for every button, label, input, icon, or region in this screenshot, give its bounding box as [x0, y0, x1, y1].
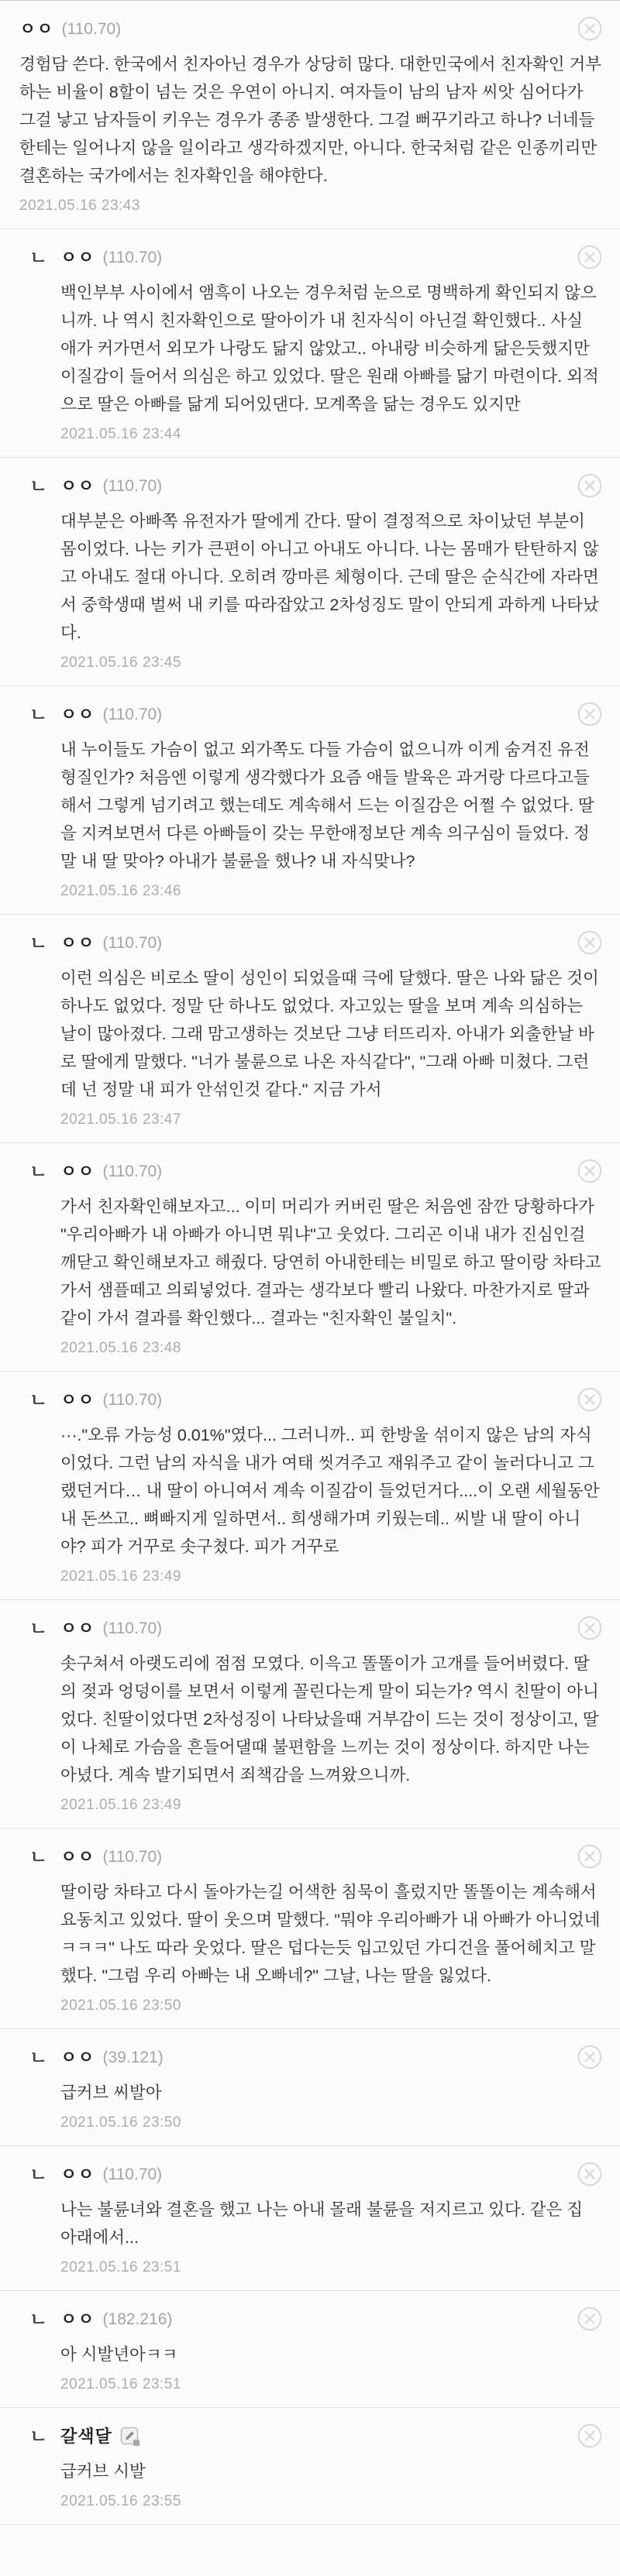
delete-comment-button[interactable] [577, 473, 602, 498]
comment-list [0, 1, 620, 2525]
reply-comment [0, 1829, 620, 2029]
comment-content [60, 1389, 602, 1585]
reply-marker-icon: ㄴ [29, 1162, 48, 1183]
reply-marker-icon: ㄴ [29, 1390, 48, 1411]
comment-header [60, 2425, 602, 2448]
reply-indent [19, 2163, 60, 2276]
delete-comment-button[interactable] [577, 2423, 602, 2448]
close-icon [577, 2060, 602, 2072]
comment-author-ip: (110.70) [61, 20, 122, 38]
comment-body: 급커브 시발 [60, 2462, 146, 2481]
comment-timestamp: 2021.05.16 23:49 [60, 1797, 181, 1813]
comment-author-ip: (110.70) [102, 1163, 163, 1180]
comment-body: ···."오류 가능성 0.01%"였다... 그러니까.. 피 한방울 섞이지 않은 남의 자식이었다. 그런 남의 자식을 내가 여태 씻겨주고 재워주고 같이 놀러다니고 그랬던거다… 내 딸이 아니여서 계속 이질감이 들었던거다....이 오랜 세월동안 내 돈쓰고.. 뼈빠지게 일하면서.. 희생해가며 키웠는데.. 씨발 내 딸이 아니야? 피가 거꾸로 솟구쳤다. 피가 거꾸로 [60, 1426, 604, 1556]
reply-indent [19, 2425, 60, 2510]
comment-content [60, 1846, 602, 2014]
comment-author: ㅇㅇ [60, 2048, 95, 2067]
comment-author-ip: (110.70) [102, 934, 163, 952]
comment-timestamp: 2021.05.16 23:51 [60, 2376, 181, 2392]
close-icon [577, 2439, 602, 2451]
comment-author: ㅇㅇ [60, 1390, 95, 1410]
comment-content [60, 932, 602, 1128]
reply-indent [19, 1160, 60, 1357]
reply-comment [0, 1143, 620, 1372]
comment-author: ㅇㅇ [60, 248, 95, 267]
reply-marker-icon: ㄴ [29, 248, 48, 269]
reply-comment [0, 915, 620, 1143]
reply-indent [19, 932, 60, 1128]
comment-timestamp: 2021.05.16 23:51 [60, 2259, 181, 2275]
comment-author-ip: (110.70) [102, 706, 163, 723]
comment-author: ㅇㅇ [60, 1162, 95, 1181]
reply-indent [19, 246, 60, 443]
close-icon [577, 2322, 602, 2334]
close-icon [577, 32, 602, 43]
reply-comment [0, 2146, 620, 2291]
comment-author: ㅇㅇ [60, 1619, 95, 1638]
comment-timestamp: 2021.05.16 23:45 [60, 654, 181, 671]
reply-marker-icon: ㄴ [29, 476, 48, 497]
comment-body: 대부분은 아빠쪽 유전자가 딸에게 간다. 딸이 결정적으로 차이났던 부분이 몸이었다. 나는 키가 큰편이 아니고 아내도 아니다. 나는 몸매가 탄탄하지 않고 아내도 절대 아니다. 오히려 깡마른 체형이다. 근데 딸은 순식간에 자라면서 중학생때 벌써 내 키를 따라잡았고 2차성징도 말이 안되게 과하게 나타났다. [60, 512, 599, 642]
comment-timestamp: 2021.05.16 23:46 [60, 883, 181, 899]
reply-indent [19, 1617, 60, 1814]
comment-header [60, 2163, 602, 2186]
comment-header [60, 475, 602, 498]
reply-comment [0, 2408, 620, 2525]
comment-body: 백인부부 사이에서 앰흑이 나오는 경우처럼 눈으로 명백하게 확인되지 않으니까. 나 역시 친자확인으로 딸아이가 내 친자식이 아닌걸 확인했다.. 사실 애가 커가면서 외모가 나랑도 닮지 않았고.. 아내랑 비슷하게 닮은듯했지만 이질감이 들어서 의심은 하고 있었다. 딸은 원래 아빠를 닮기 마련이다. 외적으로 딸은 아빠를 닮게 되어있댄다. 모계쪽을 닮는 경우도 있지만 [60, 283, 599, 414]
comment-timestamp: 2021.05.16 23:47 [60, 1111, 181, 1128]
close-icon [577, 717, 602, 729]
delete-comment-button[interactable] [577, 2045, 602, 2069]
comment-body: 가서 친자확인해보자고... 이미 머리가 커버린 딸은 처음엔 잠깐 당황하다가 "우리아빠가 내 아빠가 아니면 뭐냐"고 웃었다. 그리곤 이내 내가 진심인걸 깨닫고 확인해보자고 해줬다. 당연히 아내한테는 비밀로 하고 딸이랑 차타고 가서 샘플떼고 의뢰넣었다. 결과는 생각보다 빨리 나왔다. 마찬가지로 딸과 같이 가서 결과를 확인했다... 결과는 "친자확인 불일치". [60, 1197, 606, 1327]
comment-content [60, 2163, 602, 2276]
comment-timestamp: 2021.05.16 23:50 [60, 1997, 181, 2014]
comment-header [60, 2046, 602, 2069]
comment-content [60, 1160, 606, 1357]
comment-header [60, 703, 602, 726]
reply-marker-icon: ㄴ [29, 933, 48, 954]
close-icon [577, 2177, 602, 2189]
close-icon [577, 260, 602, 272]
comment-author-ip: (182.216) [102, 2310, 173, 2328]
close-icon [577, 1631, 602, 1643]
comment-content [60, 2425, 602, 2510]
reply-marker-icon: ㄴ [29, 2165, 48, 2186]
reply-marker-icon: ㄴ [29, 2048, 48, 2069]
comment-body: 아 시발년아ㅋㅋ [60, 2345, 178, 2364]
comment-body: 이런 의심은 비로소 딸이 성인이 되었을때 극에 달했다. 딸은 나와 닮은 것이 하나도 없었다. 정말 단 하나도 없었다. 자고있는 딸을 보며 계속 의심하는 날이 많아졌다. 그래 맘고생하는 것보단 그냥 터뜨리자. 아내가 외출한날 바로 딸에게 말했다. "너가 불륜으로 나온 자식같다", "그래 아빠 미쳤다. 그런데 넌 정말 내 피가 안섞인것 같다." 지금 가서 [60, 969, 604, 1099]
reply-indent [19, 1389, 60, 1585]
comment-author-ip: (110.70) [102, 1391, 163, 1409]
delete-comment-button[interactable] [577, 1616, 602, 1640]
comment-header [60, 246, 602, 270]
comment-content [60, 2046, 602, 2131]
reply-comment [0, 458, 620, 686]
comment-timestamp: 2021.05.16 23:43 [19, 197, 140, 214]
close-icon [577, 946, 602, 957]
reply-marker-icon: ㄴ [29, 705, 48, 726]
comment-author-ip: (110.70) [102, 2166, 163, 2183]
comment-header [60, 1389, 602, 1412]
delete-comment-button[interactable] [577, 930, 602, 955]
reply-comment [0, 1372, 620, 1600]
comment-body: 경험담 쓴다. 한국에서 친자아닌 경우가 상당히 많다. 대한민국에서 친자확인 거부하는 비율이 8할이 넘는 것은 우연이 아니지. 여자들이 남의 남자 씨앗 심어다가 그걸 낳고 남자들이 키우는 경우가 종종 발생한다. 그걸 뻐꾸기라고 하나? 너네들한테는 일어나지 않을 일이라고 생각하겠지만, 아니다. 한국처럼 같은 인종끼리만 결혼하는 국가에서는 친자확인을 해야한다. [19, 55, 602, 185]
delete-comment-button[interactable] [577, 245, 602, 270]
comment-author-ip: (39.121) [102, 2049, 164, 2066]
reply-comment [0, 686, 620, 915]
comment-author-ip: (110.70) [102, 1848, 163, 1866]
reply-indent [19, 2308, 60, 2393]
comment-body: 딸이랑 차타고 다시 돌아가는길 어색한 침묵이 흘렀지만 똘똘이는 계속해서 요동치고 있었다. 딸이 웃으며 말했다. "뭐야 우리아빠가 내 아빠가 아니었네ㅋㅋㅋ" 나도 따라 웃었다. 딸은 덥다는듯 입고있던 가디건을 풀어헤치고 말했다. "그럼 우리 아빠는 내 오빠네?" 그날, 나는 딸을 잃었다. [60, 1883, 601, 1985]
reply-comment [0, 2291, 620, 2408]
delete-comment-button[interactable] [577, 1387, 602, 1412]
comment-content [19, 18, 602, 215]
comment-body: 내 누이들도 가슴이 없고 외가쪽도 다들 가슴이 없으니까 이게 숨겨진 유전형질인가? 처음엔 이렇게 생각했다가 요즘 애들 발육은 과거랑 다르다고들 해서 그렇게 넘기려고 했는데도 계속해서 드는 이질감은 어쩔 수 없었다. 딸을 지켜보면서 다른 아빠들이 갖는 무한애정보단 계속 의구심이 들었다. 정말 내 딸 맞아? 아내가 불륜을 했나? 내 자식맞나? [60, 740, 594, 871]
delete-comment-button[interactable] [577, 1159, 602, 1183]
comment-content [60, 1617, 602, 1814]
comment-author: ㅇㅇ [60, 2165, 95, 2184]
comment-author-ip: (110.70) [102, 1619, 163, 1637]
reply-marker-icon: ㄴ [29, 2310, 48, 2330]
reply-marker-icon: ㄴ [29, 1619, 48, 1640]
delete-comment-button[interactable] [577, 702, 602, 726]
comment-author: ㅇㅇ [60, 1847, 95, 1867]
comment-header [60, 1160, 602, 1183]
comment-timestamp: 2021.05.16 23:50 [60, 2114, 181, 2131]
reply-marker-icon: ㄴ [29, 1847, 48, 1868]
comment-author: ㅇㅇ [60, 933, 95, 953]
comment-content [60, 246, 602, 443]
comment-body: 급커브 씨발아 [60, 2083, 162, 2102]
delete-comment-button[interactable] [577, 2162, 602, 2186]
close-icon [577, 1860, 602, 1871]
comment-body: 솟구쳐서 아랫도리에 점점 모였다. 이윽고 똘똘이가 고개를 들어버렸다. 딸의 젖과 엉덩이를 보면서 이렇게 꼴린다는게 말이 되는가? 역시 친딸이 아니었다. 친딸이었다면 2차성징이 나타났을때 거부감이 드는 것이 정상이고, 딸이 나체로 가슴을 흔들어댈때 불편함을 느끼는 것이 정상이다. 하지만 나는 아녔다. 계속 발기되면서 죄책감을 느껴왔으니까. [60, 1654, 599, 1784]
reply-indent [19, 1846, 60, 2014]
comment-timestamp: 2021.05.16 23:44 [60, 426, 181, 442]
comment-author: ㅇㅇ [60, 705, 95, 724]
comment-timestamp: 2021.05.16 23:49 [60, 1568, 181, 1585]
comment-author[interactable]: 갈색달 [60, 2427, 112, 2446]
reply-indent [19, 2046, 60, 2131]
delete-comment-button[interactable] [577, 2306, 602, 2331]
comment-author-ip: (110.70) [102, 477, 163, 495]
comment-author: ㅇㅇ [60, 476, 95, 496]
close-icon [577, 1403, 602, 1414]
comment-content [60, 475, 602, 671]
comment-timestamp: 2021.05.16 23:48 [60, 1340, 181, 1356]
comment-header [60, 1617, 602, 1640]
comment-content [60, 2308, 602, 2393]
delete-comment-button[interactable] [577, 1844, 602, 1869]
reply-indent [19, 703, 60, 900]
reply-comment [0, 229, 620, 458]
reply-comment [0, 2029, 620, 2146]
comment [0, 1, 620, 229]
gallog-icon[interactable] [120, 2427, 141, 2447]
comment-author: ㅇㅇ [60, 2310, 95, 2329]
comment-header [60, 2308, 602, 2331]
close-icon [577, 1174, 602, 1186]
comment-header [60, 1846, 602, 1869]
comment-header [19, 18, 602, 41]
comment-author: ㅇㅇ [19, 19, 54, 39]
comment-content [60, 703, 602, 900]
delete-comment-button[interactable] [577, 16, 602, 41]
comment-body: 나는 불륜녀와 결혼을 했고 나는 아내 몰래 불륜을 저지르고 있다. 같은 집 아래에서... [60, 2200, 587, 2247]
comment-author-ip: (110.70) [102, 249, 163, 266]
close-icon [577, 489, 602, 500]
comment-timestamp: 2021.05.16 23:55 [60, 2493, 181, 2509]
comment-header [60, 932, 602, 955]
reply-indent [19, 475, 60, 671]
reply-marker-icon: ㄴ [29, 2427, 48, 2447]
reply-comment [0, 1600, 620, 1829]
